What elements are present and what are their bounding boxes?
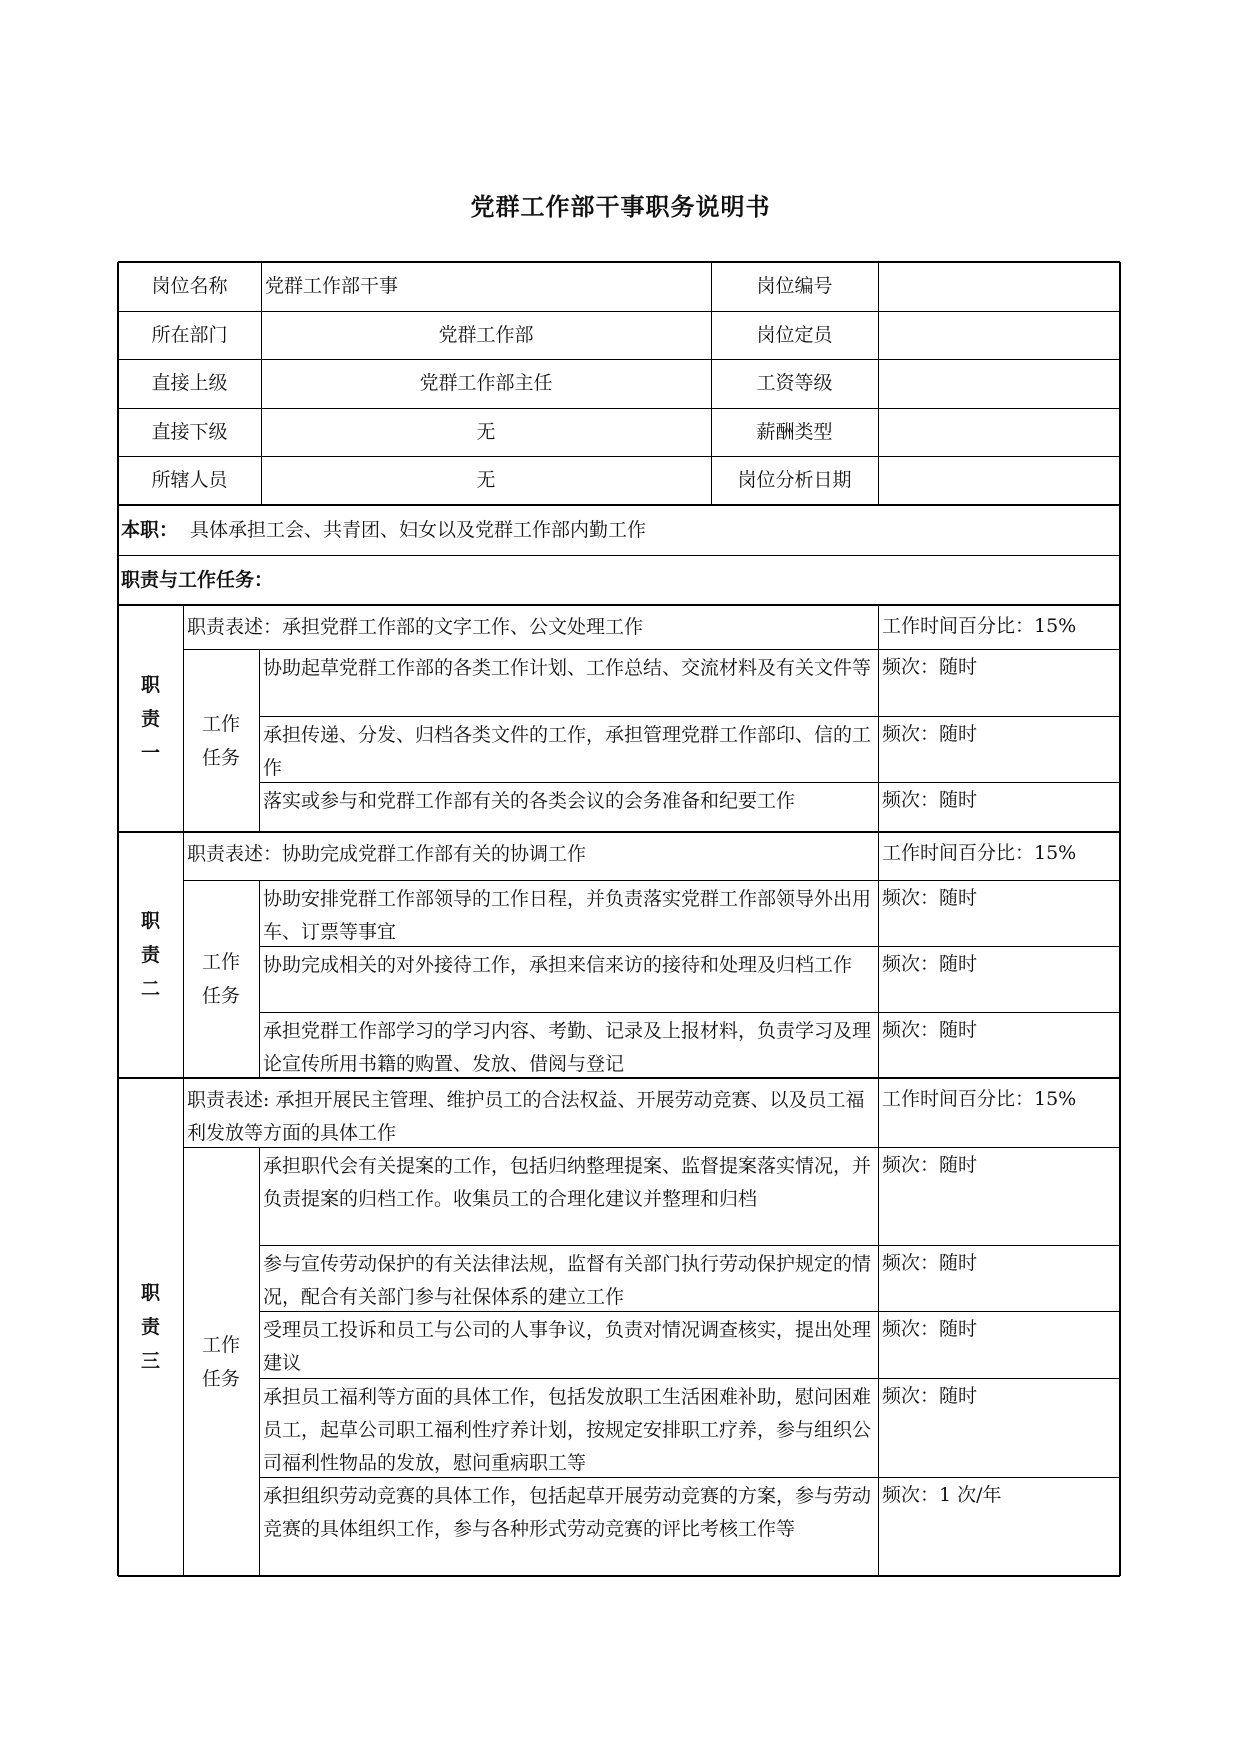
section-title: 职责与工作任务： [121, 569, 274, 591]
task-text: 协助完成相关的对外接待工作，承担来信来访的接待和处理及归档工作 [263, 954, 853, 976]
field-label: 岗位分析日期 [737, 469, 852, 491]
task-text: 承担职代会有关提案的工作，包括归纳整理提案、监督提案落实情况，并负责提案的归档工作。收集员工的合理化建议并整理和归档 [263, 1155, 872, 1210]
table-rule [118, 831, 1120, 833]
field-label: 薪酬类型 [756, 420, 833, 443]
responsibility-name: 职 责 一 [140, 673, 160, 764]
task-frequency: 频次：1 次/年 [882, 1484, 1002, 1506]
duty-text: 具体承担工会、共青团、妇女以及党群工作部内勤工作 [190, 519, 647, 541]
task-text: 承担党群工作部学习的学习内容、考勤、记录及上报材料，负责学习及理论宣传所用书籍的购置、发放、借阅与登记 [263, 1020, 872, 1075]
table-rule [118, 456, 1120, 457]
table-rule [183, 649, 1120, 650]
task-label: 工作 任务 [201, 712, 240, 769]
task-text: 承担传递、分发、归档各类文件的工作，承担管理党群工作部印、信的工作 [263, 724, 872, 779]
task-text: 协助安排党群工作部领导的工作日程，并负责落实党群工作部领导外出用车、订票等事宜 [263, 888, 872, 943]
task-frequency: 频次：随时 [882, 1385, 978, 1407]
field-value: 党群工作部主任 [419, 372, 553, 394]
table-rule [878, 1078, 879, 1576]
field-value: 无 [476, 420, 496, 443]
table-rule [259, 1245, 1120, 1246]
table-rule [1119, 1078, 1122, 1576]
table-rule [118, 311, 1120, 312]
table-rule [1119, 832, 1122, 1078]
task-text: 落实或参与和党群工作部有关的各类会议的会务准备和纪要工作 [263, 790, 796, 812]
field-value: 党群工作部 [438, 323, 534, 346]
task-frequency: 频次：随时 [882, 887, 978, 909]
table-rule [878, 605, 879, 832]
table-rule [259, 716, 1120, 717]
document-title: 党群工作部干事职务说明书 [470, 192, 771, 221]
field-value: 党群工作部干事 [265, 275, 399, 297]
task-text: 承担组织劳动竞赛的具体工作，包括起草开展劳动竞赛的方案，参与劳动竞赛的具体组织工作，参与各种形式劳动竞赛的评比考核工作等 [263, 1485, 872, 1540]
task-label: 工作 任务 [201, 951, 240, 1007]
table-rule [1119, 505, 1122, 605]
table-rule [118, 408, 1120, 409]
table-rule [118, 1077, 1120, 1079]
task-frequency: 频次：随时 [882, 1252, 978, 1274]
table-top-border [118, 261, 1120, 264]
task-frequency: 频次：随时 [882, 1154, 978, 1176]
time-percent: 工作时间百分比：15% [882, 842, 1077, 864]
task-label: 工作 任务 [201, 1333, 240, 1390]
time-percent: 工作时间百分比：15% [882, 615, 1077, 637]
responsibility-name: 职 责 二 [140, 910, 160, 1000]
field-label: 所辖人员 [151, 469, 228, 491]
task-frequency: 频次：随时 [882, 953, 978, 975]
field-label: 直接下级 [151, 420, 228, 443]
duty-label: 本职： [121, 519, 179, 541]
task-text: 受理员工投诉和员工与公司的人事争议，负责对情况调查核实，提出处理建议 [263, 1319, 872, 1374]
responsibility-name: 职 责 三 [140, 1282, 160, 1372]
task-frequency: 频次：随时 [882, 723, 978, 745]
task-frequency: 频次：随时 [882, 789, 978, 811]
responsibility-statement: 职责表述：承担党群工作部的文字工作、公文处理工作 [187, 616, 644, 638]
table-rule [259, 1012, 1120, 1013]
field-label: 工资等级 [756, 372, 833, 394]
field-label: 所在部门 [151, 323, 228, 346]
table-rule [118, 555, 1120, 556]
task-frequency: 频次：随时 [882, 1318, 978, 1340]
table-rule [117, 505, 120, 605]
table-rule [118, 359, 1120, 360]
task-text: 承担员工福利等方面的具体工作，包括发放职工生活困难补助，慰问困难员工，起草公司职工福利性疗养计划，按规定安排职工疗养，参与组织公司福利性物品的发放，慰问重病职工等 [263, 1386, 872, 1474]
task-frequency: 频次：随时 [882, 656, 978, 678]
responsibility-statement: 职责表述: 承担开展民主管理、维护员工的合法权益、开展劳动竞赛、以及员工福利发放等方面的具体工作 [187, 1089, 865, 1144]
table-rule [118, 604, 1120, 606]
time-percent: 工作时间百分比：15% [882, 1088, 1077, 1110]
field-value: 无 [476, 469, 496, 491]
table-rule [1119, 262, 1122, 505]
field-label: 岗位名称 [151, 275, 228, 297]
field-label: 直接上级 [151, 372, 228, 394]
table-rule [878, 832, 879, 1078]
table-bottom-border [118, 1575, 1120, 1578]
table-rule [1119, 605, 1122, 832]
task-text: 参与宣传劳动保护的有关法律法规，监督有关部门执行劳动保护规定的情况，配合有关部门参与社保体系的建立工作 [263, 1253, 872, 1308]
duty-top-border [118, 504, 1120, 506]
field-label: 岗位编号 [756, 275, 833, 297]
task-text: 协助起草党群工作部的各类工作计划、工作总结、交流材料及有关文件等 [263, 657, 872, 679]
table-rule [183, 880, 1120, 881]
task-frequency: 频次：随时 [882, 1019, 978, 1041]
responsibility-statement: 职责表述：协助完成党群工作部有关的协调工作 [187, 843, 587, 865]
field-label: 岗位定员 [756, 323, 833, 346]
